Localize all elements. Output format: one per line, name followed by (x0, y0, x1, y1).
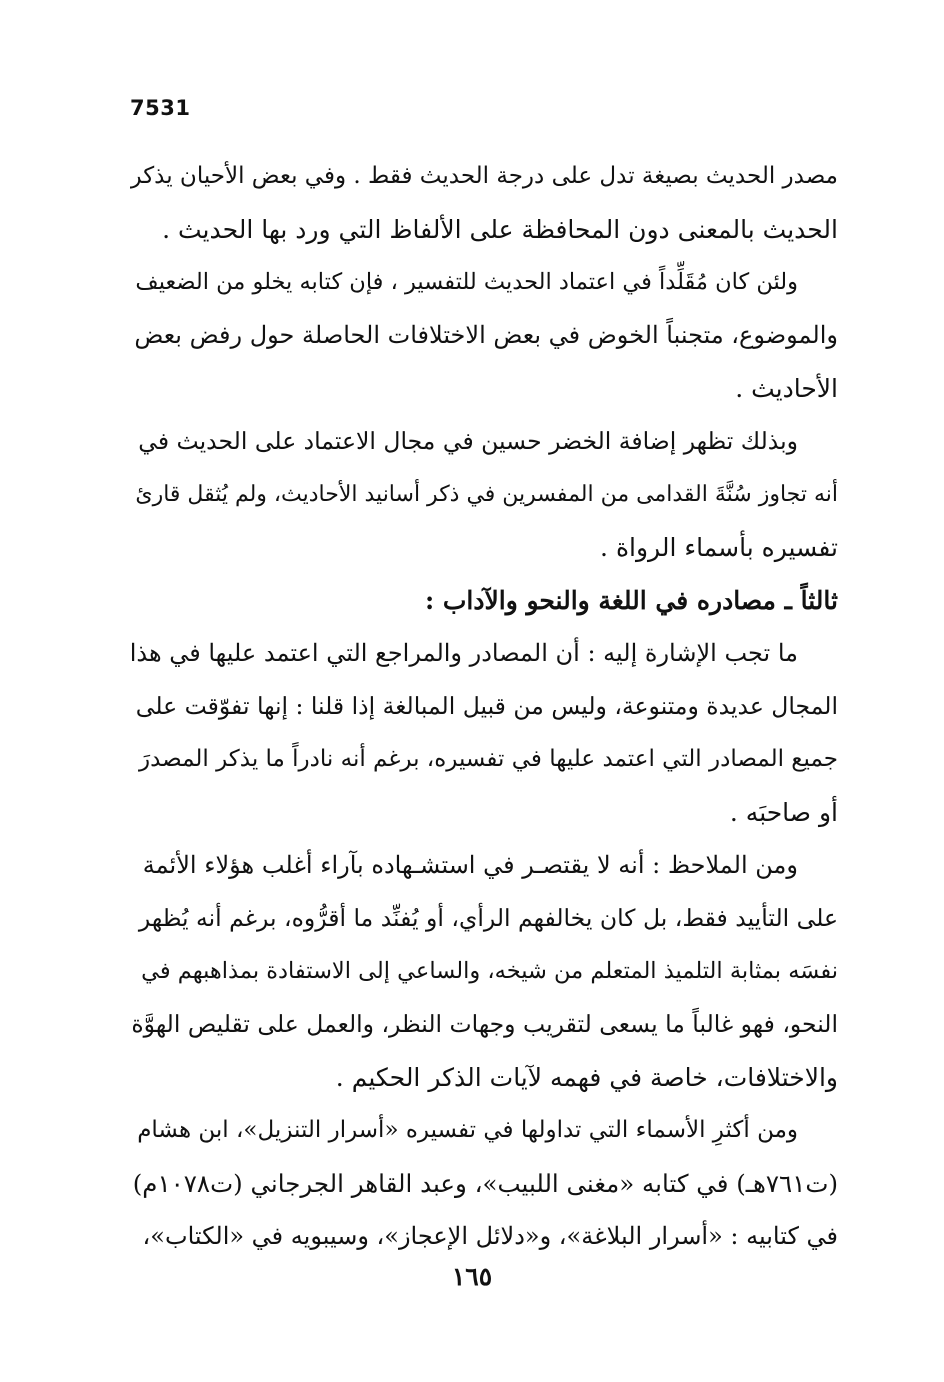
text-line: في كتابيه : «أسرار البلاغة»، و«دلائل الإعجاز»، وسيبويه في «الكتاب»، (142, 1222, 838, 1250)
text-line: ما تجب الإشارة إليه : أن المصادر والمراجع التي اعتمد عليها في هذا (130, 639, 798, 667)
text-line: تفسيره بأسماء الرواة . (600, 533, 838, 562)
text-line: ومن الملاحظ : أنه لا يقتصـر في استشـهاده بآراء أغلب هؤلاء الأئمة (142, 851, 798, 879)
text-line: أو صاحبَه . (729, 798, 838, 827)
text-line: أنه تجاوز سُنَّةَ القدامى من المفسرين في ذكر أسانيد الأحاديث، ولم يُثقل قارئ (135, 482, 838, 507)
text-line: والاختلافات، خاصة في فهمه لآيات الذكر الحكيم . (335, 1063, 838, 1092)
text-line: والموضوع، متجنباً الخوض في بعض الاختلافات الحاصلة حول رفض بعض (134, 321, 838, 349)
text-line: نفسَه بمثابة التلميذ المتعلم من شيخه، والساعي إلى الاستفادة بمذاهبهم في (141, 958, 838, 984)
text-line: المجال عديدة ومتنوعة، وليس من قبيل المبالغة إذا قلنا : إنها تفوّقت على (135, 692, 838, 720)
text-line: ومن أكثرِ الأسماء التي تداولها في تفسيره «أسرار التنزيل»، ابن هشام (137, 1117, 798, 1143)
text-line: الأحاديث . (735, 374, 838, 403)
text-line: على التأييد فقط، بل كان يخالفهم الرأي، أو يُفنِّد ما أقرُّوه، برغم أنه يُظهر (138, 904, 838, 932)
text-body (130, 150, 838, 1263)
text-line: جميع المصادر التي اعتمد عليها في تفسيره، برغم أنه نادراً ما يذكر المصدرَ (138, 746, 838, 772)
text-line: وبذلك تظهر إضافة الخضر حسين في مجال الاعتماد على الحديث في (138, 427, 798, 455)
page-id: 7531 (130, 96, 191, 120)
text-line: (ت٧٦١هـ) في كتابه «مغنى اللبيب»، وعبد القاهر الجرجاني (ت١٠٧٨م) (132, 1169, 838, 1198)
text-line: النحو، فهو غالباً ما يسعى لتقريب وجهات النظر، والعمل على تقليص الهوَّة (131, 1010, 838, 1038)
text-line: ولئن كان مُقَلِّداً في اعتماد الحديث للتفسير ، فإن كتابه يخلو من الضعيف (135, 269, 798, 295)
page-number: ١٦٥ (451, 1262, 493, 1291)
text-line: الحديث بالمعنى دون المحافظة على الألفاظ التي ورد بها الحديث . (162, 215, 838, 244)
section-heading: ثالثاً ـ مصادره في اللغة والنحو والآداب : (424, 586, 838, 615)
text-line: مصدر الحديث بصيغة تدل على درجة الحديث فقط . وفي بعض الأحيان يذكر (130, 163, 838, 189)
